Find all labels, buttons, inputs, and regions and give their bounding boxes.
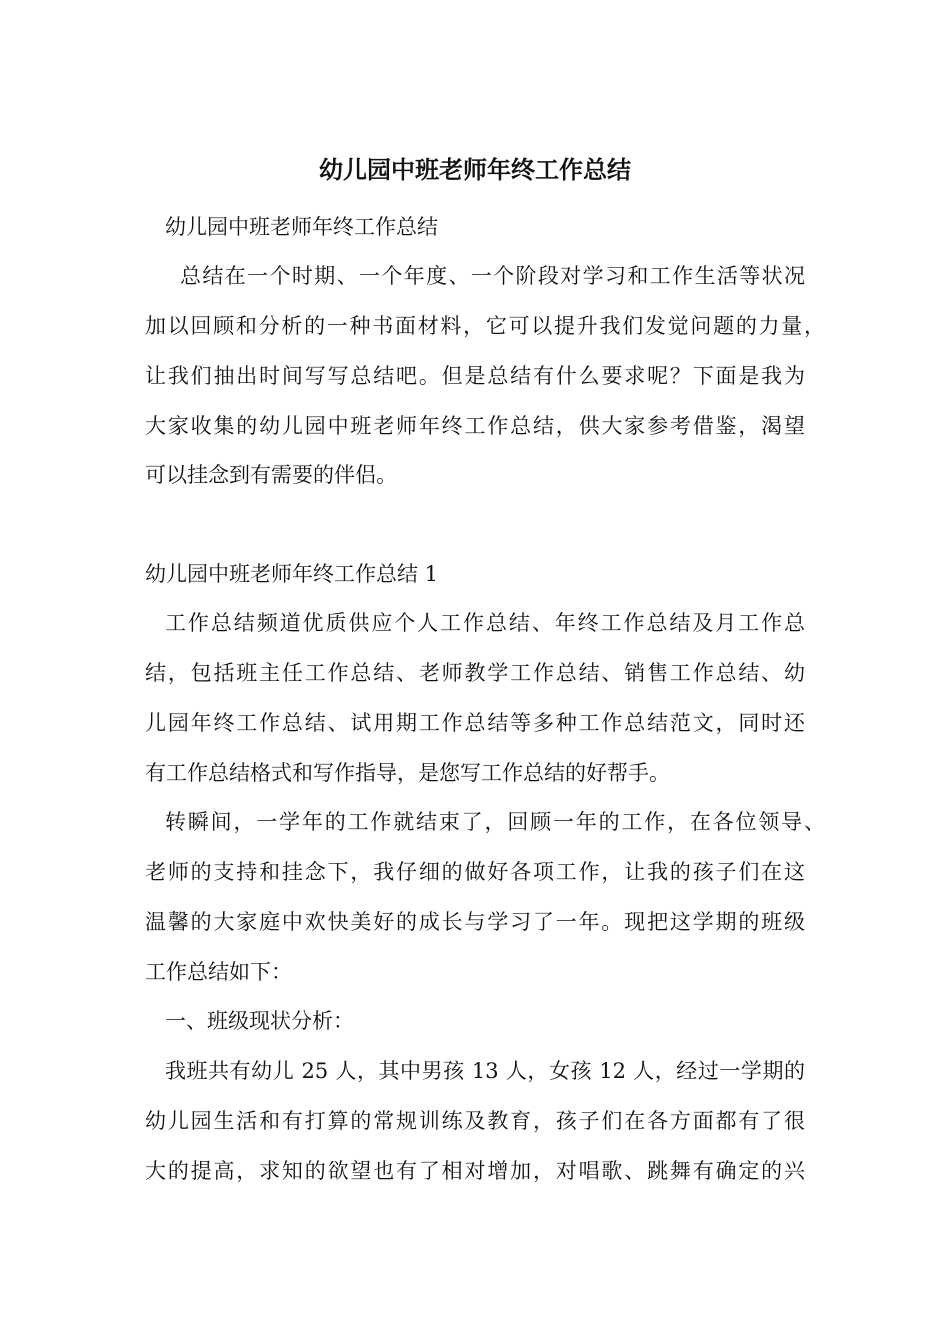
intro-line: 大家收集的幼儿园中班老师年终工作总结，供大家参考借鉴，渴望: [145, 414, 805, 438]
intro-line: 总结在一个时期、一个年度、一个阶段对学习和工作生活等状况: [180, 264, 805, 288]
document-subtitle: 幼儿园中班老师年终工作总结: [165, 215, 438, 239]
document-title: 幼儿园中班老师年终工作总结: [319, 156, 631, 184]
paragraph-line: 儿园年终工作总结、试用期工作总结等多种工作总结范文，同时还: [145, 711, 805, 735]
intro-line: 让我们抽出时间写写总结吧。但是总结有什么要求呢？下面是我为: [145, 364, 805, 388]
paragraph-line: 大的提高，求知的欲望也有了相对增加，对唱歌、跳舞有确定的兴: [145, 1159, 805, 1183]
paragraph-line: 工作总结频道优质供应个人工作总结、年终工作总结及月工作总: [165, 611, 805, 635]
paragraph-line: 幼儿园生活和有打算的常规训练及教育，孩子们在各方面都有了很: [145, 1109, 805, 1133]
section-subheading: 一、班级现状分析：: [165, 1009, 354, 1033]
intro-line: 加以回顾和分析的一种书面材料，它可以提升我们发觉问题的力量，: [145, 314, 825, 338]
section-heading: 幼儿园中班老师年终工作总结 1: [145, 562, 439, 586]
paragraph-line: 转瞬间，一学年的工作就结束了，回顾一年的工作，在各位领导、: [165, 810, 825, 834]
paragraph-line: 工作总结如下：: [145, 960, 292, 984]
paragraph-line: 老师的支持和挂念下，我仔细的做好各项工作，让我的孩子们在这: [145, 860, 805, 884]
paragraph-line: 我班共有幼儿 25 人，其中男孩 13 人，女孩 12 人，经过一学期的: [165, 1059, 805, 1083]
paragraph-line: 有工作总结格式和写作指导，是您写工作总结的好帮手。: [145, 761, 670, 785]
paragraph-line: 结，包括班主任工作总结、老师教学工作总结、销售工作总结、幼: [145, 661, 805, 685]
intro-line: 可以挂念到有需要的伴侣。: [145, 463, 397, 487]
paragraph-line: 温馨的大家庭中欢快美好的成长与学习了一年。现把这学期的班级: [145, 910, 805, 934]
